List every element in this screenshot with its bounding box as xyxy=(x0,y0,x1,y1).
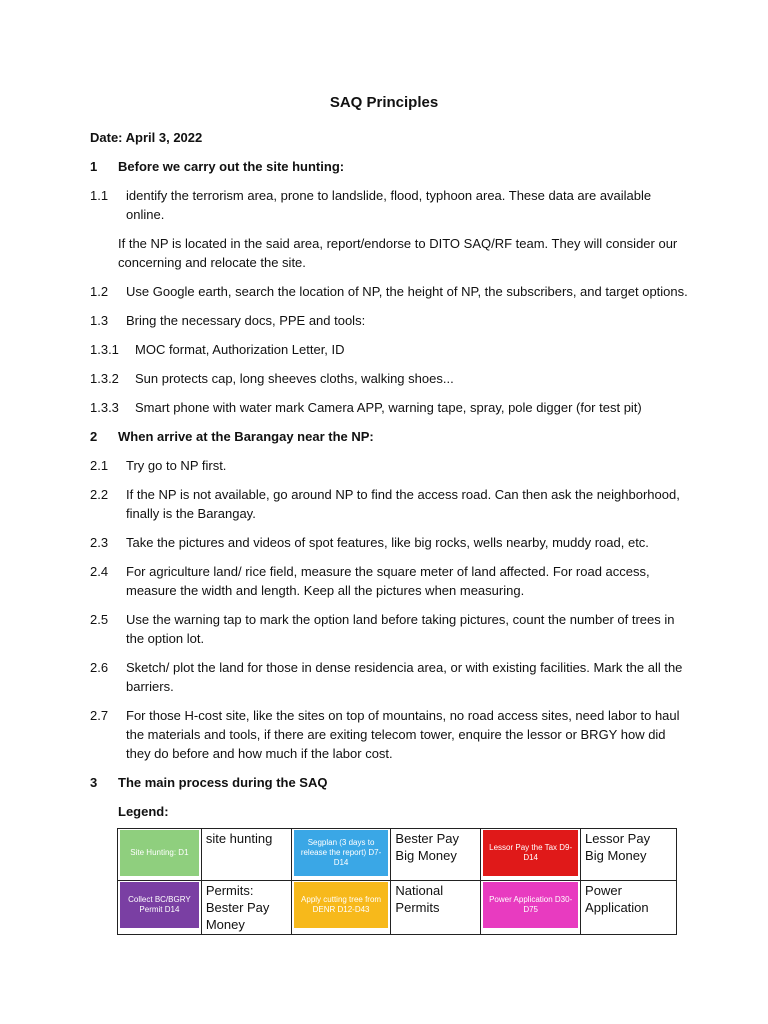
paragraph-text: If the NP is located in the said area, report/endorse to DITO SAQ/RF team. They will consider our xyxy=(118,236,678,251)
item-text: Sketch/ plot the land for those in dense residencia area, or with existing facilities. Mark the all the xyxy=(126,660,683,675)
legend-label-cell xyxy=(581,881,677,935)
item-text: identify the terrorism area, prone to landslide, flood, typhoon area. These data are available xyxy=(126,188,652,203)
item-number: 3 xyxy=(90,775,98,790)
item-text: Sun protects cap, long sheeves cloths, walking shoes... xyxy=(135,371,454,386)
item-text: Before we carry out the site hunting: xyxy=(118,159,345,174)
item-text-continued: online. xyxy=(126,207,165,222)
item-number: 2 xyxy=(90,429,98,444)
item-number: 1 xyxy=(90,159,98,174)
legend-label-cell xyxy=(201,881,291,935)
legend-table xyxy=(117,828,677,935)
item-text-continued: barriers. xyxy=(126,679,174,694)
legend-label: National Permits xyxy=(395,883,444,915)
legend-label: Lessor Pay Big Money xyxy=(585,831,651,863)
item-text: The main process during the SAQ xyxy=(118,775,328,790)
legend-swatch-cell xyxy=(118,829,202,881)
item-text-continued: measure the width and length. Keep all the pictures when measuring. xyxy=(126,583,525,598)
item-number: 1.3 xyxy=(90,313,109,328)
item-number: 1.3.3 xyxy=(90,400,119,415)
legend-label: Permits: Bester Pay Money xyxy=(205,883,270,932)
item-text: MOC format, Authorization Letter, ID xyxy=(135,342,345,357)
page-title: SAQ Principles xyxy=(329,94,439,111)
legend-swatch-cell xyxy=(291,881,391,935)
legend-label: site hunting xyxy=(205,831,273,846)
item-text-continued: finally is the Barangay. xyxy=(126,506,256,521)
legend-swatch-cell xyxy=(118,881,202,935)
item-text-continued: the option lot. xyxy=(126,631,205,646)
item-number: 1.3.1 xyxy=(90,342,119,357)
legend-swatch-power-application: Power Application D30-D75 xyxy=(483,882,578,928)
item-text: Take the pictures and videos of spot features, like big rocks, wells nearby, muddy road, etc. xyxy=(126,535,649,550)
legend-swatch-bc-permit: Collect BC/BGRY Permit D14 xyxy=(120,882,199,928)
item-text-continued: they do before and how much if the labor cost. xyxy=(126,746,393,761)
item-number: 2.7 xyxy=(90,708,109,723)
legend-swatch-cell xyxy=(481,829,581,881)
item-number: 2.4 xyxy=(90,564,109,579)
legend-label-cell xyxy=(201,829,291,881)
item-number: 2.1 xyxy=(90,458,109,473)
item-text: For those H-cost site, like the sites on top of mountains, no road access sites, need labor to haul xyxy=(126,708,680,723)
item-number: 1.2 xyxy=(90,284,109,299)
item-number: 2.5 xyxy=(90,612,109,627)
legend-swatch-cutting-tree: Apply cutting tree from DENR D12-D43 xyxy=(294,882,389,928)
legend-label: Bester Pay Big Money xyxy=(395,831,460,863)
legend-swatch-cell xyxy=(291,829,391,881)
document-date: Date: April 3, 2022 xyxy=(90,130,203,145)
item-number: 1.1 xyxy=(90,188,109,203)
item-number: 2.2 xyxy=(90,487,109,502)
item-text: Use Google earth, search the location of NP, the height of NP, the subscribers, and target options. xyxy=(126,284,688,299)
item-text: Smart phone with water mark Camera APP, warning tape, spray, pole digger (for test pit) xyxy=(135,400,642,415)
legend-row xyxy=(118,829,677,881)
item-number: 1.3.2 xyxy=(90,371,119,386)
legend-swatch-cell xyxy=(481,881,581,935)
legend-row xyxy=(118,881,677,935)
legend-label-cell xyxy=(581,829,677,881)
item-text-continued: the materials and tools, if there are exiting telecom tower, enquire the lessor or BRGY how did xyxy=(126,727,666,742)
item-text: If the NP is not available, go around NP to find the access road. Can then ask the neighborhood, xyxy=(126,487,680,502)
item-number: 2.3 xyxy=(90,535,109,550)
paragraph-text-continued: concerning and relocate the site. xyxy=(118,255,306,270)
item-text: For agriculture land/ rice field, measure the square meter of land affected. For road access, xyxy=(126,564,650,579)
item-text: Bring the necessary docs, PPE and tools: xyxy=(126,313,366,328)
item-text: Try go to NP first. xyxy=(126,458,227,473)
legend-label-cell xyxy=(391,881,481,935)
legend-swatch-lessor-tax: Lessor Pay the Tax D9-D14 xyxy=(483,830,578,876)
legend-heading: Legend: xyxy=(118,804,169,819)
item-text: When arrive at the Barangay near the NP: xyxy=(118,429,374,444)
legend-label-cell xyxy=(391,829,481,881)
item-number: 2.6 xyxy=(90,660,109,675)
legend-label: Power Application xyxy=(585,883,649,915)
legend-swatch-site-hunting: Site Hunting: D1 xyxy=(120,830,199,876)
item-text: Use the warning tap to mark the option land before taking pictures, count the number of trees in xyxy=(126,612,675,627)
legend-swatch-segplan: Segplan (3 days to release the report) D7-D14 xyxy=(294,830,389,876)
